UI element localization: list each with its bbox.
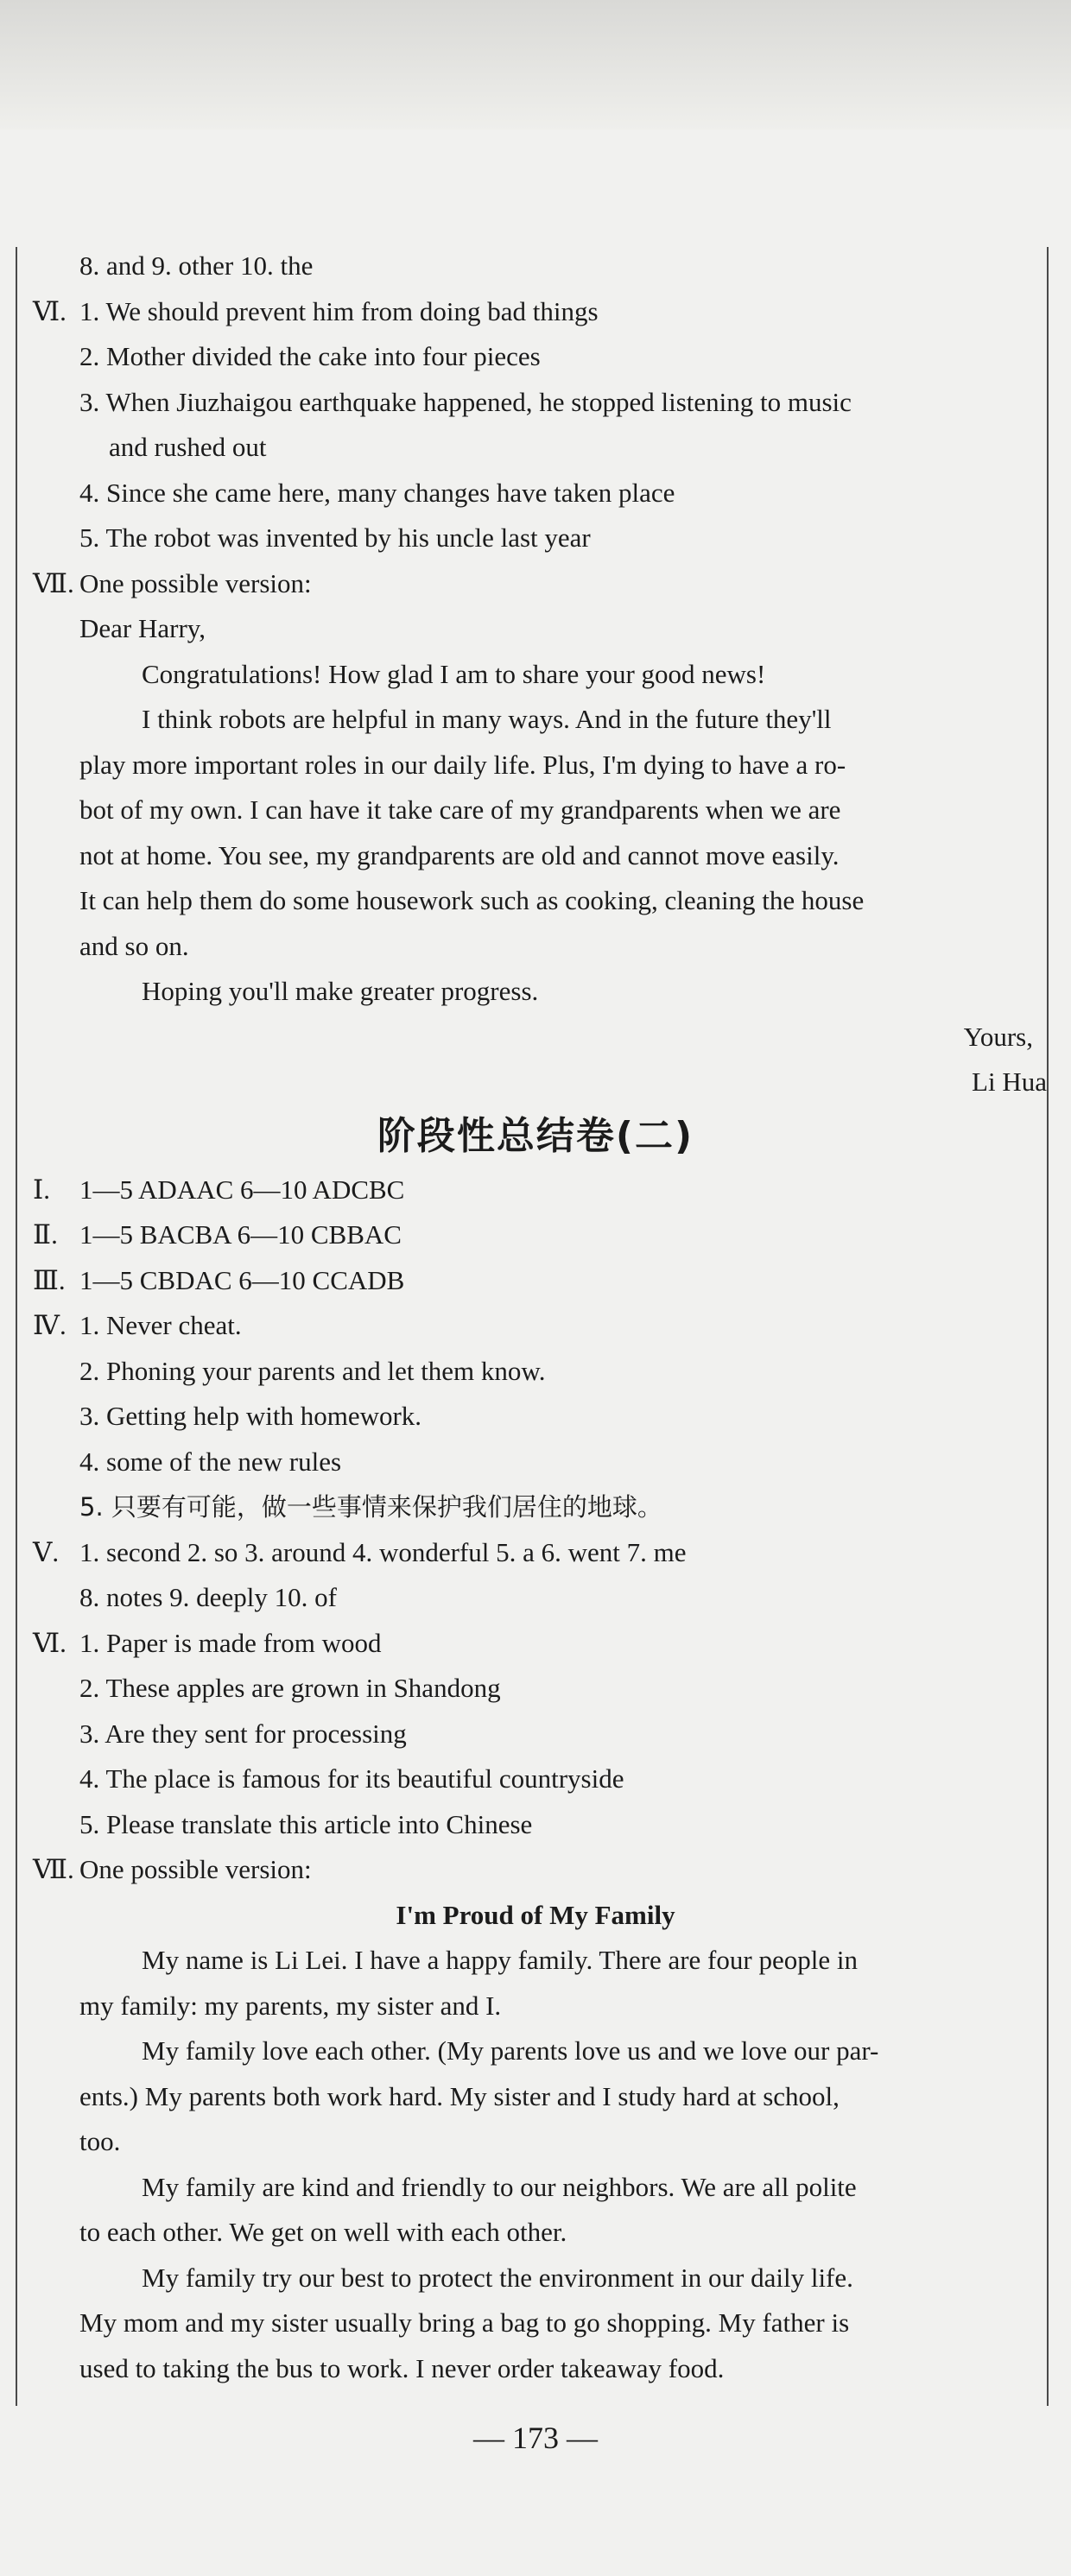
page-number: — 173 — (473, 2421, 598, 2455)
answer-row (0, 1756, 1071, 1802)
section-vi-row (0, 1621, 1071, 1667)
answer-row (0, 334, 1071, 380)
letter-row (0, 969, 1071, 1015)
section-iii-row (0, 1258, 1071, 1304)
section-label: Ⅵ. (33, 295, 67, 326)
answer-line: 1. second 2. so 3. around 4. wonderful 5. a 6. went 7. me (79, 1536, 687, 1567)
answer-line: 4. The place is famous for its beautiful countryside (79, 1763, 624, 1794)
v-tail-text: 8. and 9. other 10. the (79, 250, 314, 281)
answer-line: 3. Getting help with homework. (79, 1401, 422, 1431)
answer-line: 5. The robot was invented by his uncle last year (79, 522, 591, 553)
essay-row (0, 2301, 1071, 2346)
answer-line: 3. When Jiuzhaigou earthquake happened, he stopped listening to music (79, 386, 852, 417)
essay-row (0, 2165, 1071, 2211)
letter-row (0, 788, 1071, 833)
letter-closing: Yours, (963, 1021, 1033, 1052)
answer-row (0, 1394, 1071, 1440)
letter-salutation-row (0, 606, 1071, 652)
answer-line: 8. notes 9. deeply 10. of (79, 1582, 337, 1612)
answer-row (0, 471, 1071, 516)
answer-row (0, 1575, 1071, 1621)
section-label: Ⅰ. (33, 1174, 50, 1205)
section-intro: One possible version: (79, 1854, 312, 1884)
essay-line: My family are kind and friendly to our neighbors. We are all polite (142, 2171, 857, 2202)
section-label: Ⅱ. (33, 1219, 58, 1250)
section-vii-row (0, 561, 1071, 607)
answer-line: 1. Paper is made from wood (79, 1627, 382, 1658)
answer-row (0, 516, 1071, 561)
essay-line: to each other. We get on well with each other. (79, 2217, 567, 2247)
section-label: Ⅵ. (33, 1627, 67, 1658)
answer-row (0, 1440, 1071, 1485)
letter-row (0, 652, 1071, 698)
section-label: Ⅶ. (33, 567, 74, 598)
letter-row (0, 924, 1071, 970)
letter-signature-row (0, 1060, 1071, 1105)
letter-line: Hoping you'll make greater progress. (142, 976, 539, 1006)
section-ii-row (0, 1212, 1071, 1258)
essay-line: My family love each other. (My parents love us and we love our par- (142, 2035, 879, 2066)
letter-salutation: Dear Harry, (79, 613, 206, 643)
section-label: Ⅴ. (33, 1536, 60, 1567)
essay-line: My mom and my sister usually bring a bag to go shopping. My father is (79, 2307, 850, 2338)
essay-line: My name is Li Lei. I have a happy family. There are four people in (142, 1945, 858, 1975)
letter-closing-row (0, 1015, 1071, 1060)
section-label: Ⅶ. (33, 1854, 74, 1884)
section-iv-row (0, 1303, 1071, 1349)
letter-line: I think robots are helpful in many ways. And in the future they'll (142, 704, 832, 734)
essay-row (0, 1938, 1071, 1984)
section-label: Ⅳ. (33, 1310, 67, 1340)
essay-line: too. (79, 2126, 121, 2156)
letter-row (0, 878, 1071, 924)
essay-row (0, 2210, 1071, 2256)
answer-row (0, 380, 1071, 426)
answer-line: 2. Phoning your parents and let them know. (79, 1355, 546, 1386)
answer-row (0, 425, 1071, 471)
essay-line: used to taking the bus to work. I never order takeaway food. (79, 2352, 725, 2383)
answer-line: 4. Since she came here, many changes have taken place (79, 477, 675, 508)
answer-row (0, 1484, 1071, 1530)
section-vi-row (0, 289, 1071, 335)
letter-row (0, 743, 1071, 788)
essay-line: My family try our best to protect the environment in our daily life. (142, 2262, 853, 2293)
letter-row (0, 697, 1071, 743)
letter-line: not at home. You see, my grandparents are old and cannot move easily. (79, 839, 840, 870)
essay-row (0, 2256, 1071, 2301)
essay-line: my family: my parents, my sister and I. (79, 1990, 502, 2021)
answer-line: 1—5 BACBA 6—10 CBBAC (79, 1219, 402, 1250)
section-vii-row (0, 1847, 1071, 1893)
essay-row (0, 1984, 1071, 2029)
essay-row (0, 2119, 1071, 2165)
letter-line: It can help them do some housework such as cooking, cleaning the house (79, 885, 865, 915)
essay-line: ents.) My parents both work hard. My sister and I study hard at school, (79, 2080, 840, 2111)
letter-line: bot of my own. I can have it take care of my grandparents when we are (79, 794, 841, 825)
essay-row (0, 2029, 1071, 2074)
section-i-row (0, 1168, 1071, 1213)
section-v-tail (0, 244, 1071, 289)
letter-line: and so on. (79, 930, 189, 961)
essay-row (0, 2074, 1071, 2120)
answer-line: 2. These apples are grown in Shandong (79, 1673, 501, 1703)
answer-line: 1—5 CBDAC 6—10 CCADB (79, 1264, 405, 1295)
letter-signature: Li Hua (972, 1066, 1047, 1097)
answer-line: 2. Mother divided the cake into four pieces (79, 341, 541, 371)
answer-line: 4. some of the new rules (79, 1446, 342, 1477)
section-v-row (0, 1530, 1071, 1576)
section-intro: One possible version: (79, 567, 312, 598)
letter-line: play more important roles in our daily life. Plus, I'm dying to have a ro- (79, 749, 846, 780)
answer-line: 1. We should prevent him from doing bad things (79, 295, 599, 326)
answer-line: 3. Are they sent for processing (79, 1718, 407, 1749)
section-label: Ⅲ. (33, 1264, 66, 1295)
answer-row (0, 1802, 1071, 1848)
essay-title: I'm Proud of My Family (396, 1899, 675, 1930)
answer-line: 5. 只要有可能，做一些事情来保护我们居住的地球。 (79, 1492, 662, 1522)
answer-line: 1. Never cheat. (79, 1310, 242, 1340)
letter-row (0, 833, 1071, 879)
answer-key-content (0, 244, 1071, 2391)
answer-row (0, 1712, 1071, 1757)
answer-line: 5. Please translate this article into Chinese (79, 1808, 533, 1839)
answer-row (0, 1349, 1071, 1395)
letter-line: Congratulations! How glad I am to share your good news! (142, 658, 766, 689)
answer-line: 1—5 ADAAC 6—10 ADCBC (79, 1174, 405, 1205)
scan-header-shadow (0, 0, 1071, 130)
answer-line: and rushed out (109, 432, 267, 462)
answer-row (0, 1666, 1071, 1712)
section-title: 阶段性总结卷(二) (377, 1113, 694, 1158)
essay-row (0, 2346, 1071, 2392)
